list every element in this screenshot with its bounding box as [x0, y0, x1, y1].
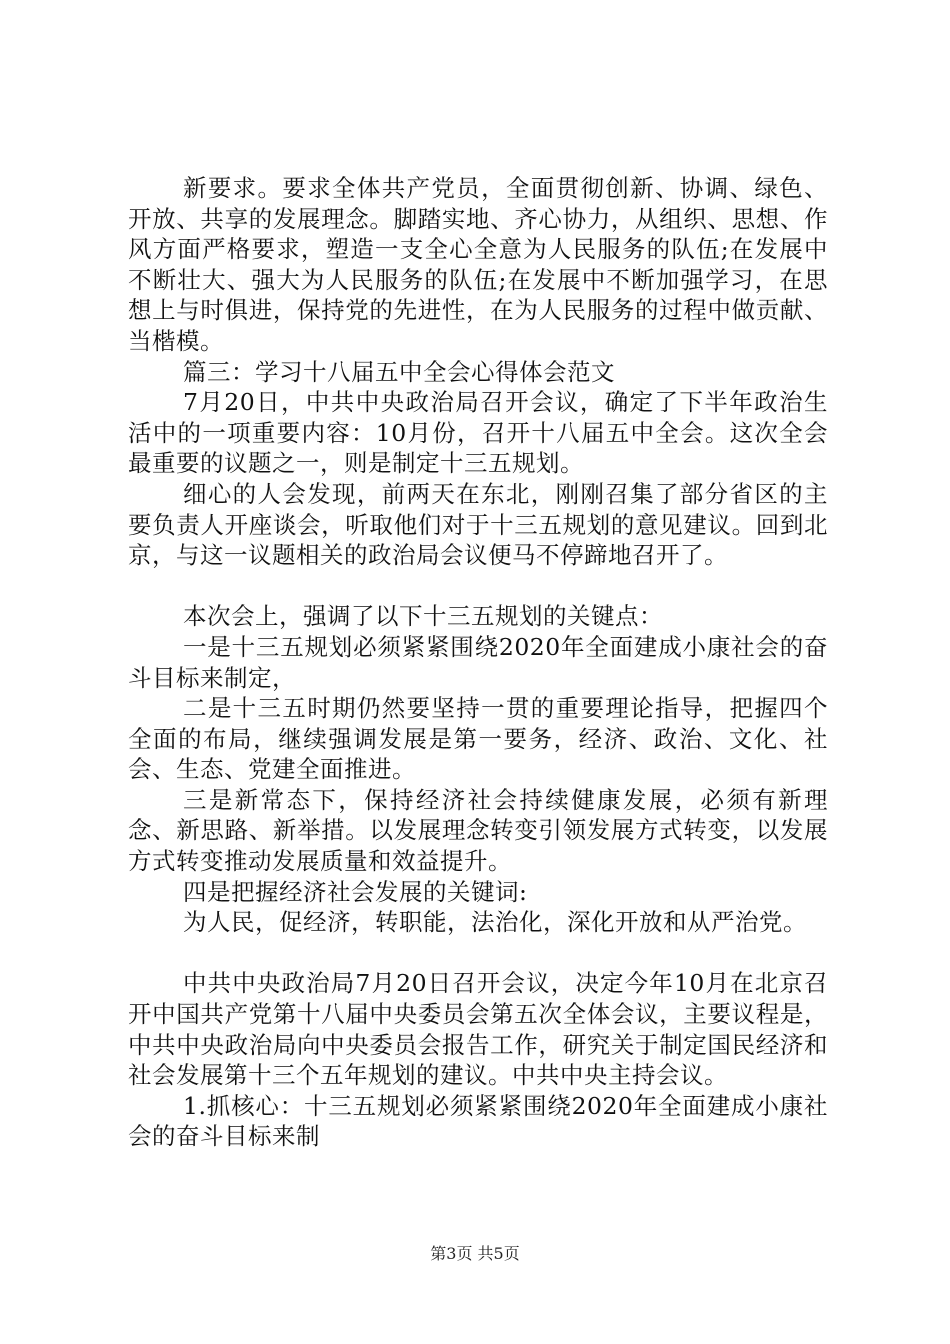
paragraph: 为人民，促经济，转职能，法治化，深化开放和从严治党。	[183, 908, 807, 937]
page-footer: 第3页 共5页	[430, 1244, 520, 1263]
paragraph: 7月20日，中共中央政治局召开会议，确定了下半年政治生活中的一项重要内容：10月份，召开十八届五中全会。这次全会最重要的议题之一，则是制定十三五规划。	[128, 388, 828, 478]
paragraph: 本次会上，强调了以下十三五规划的关键点：	[183, 602, 663, 631]
list-item: 四是把握经济社会发展的关键词:	[183, 877, 528, 906]
blank-line	[128, 938, 828, 969]
blank-line	[128, 571, 828, 602]
paragraph: 中共中央政治局7月20日召开会议，决定今年10月在北京召开中国共产党第十八届中央委员会第五次全体会议，主要议程是，中共中央政治局向中央委员会报告工作，研究关于制定国民经济和社会发展第十三个五年规划的建议。中共中央主持会议。	[128, 969, 828, 1090]
section-heading: 篇三：学习十八届五中全会心得体会范文	[183, 357, 615, 386]
list-item: 二是十三五时期仍然要坚持一贯的重要理论指导，把握四个全面的布局，继续强调发展是第一要务，经济、政治、文化、社会、生态、党建全面推进。	[128, 694, 828, 784]
document-body	[128, 173, 828, 1152]
paragraph: 细心的人会发现，前两天在东北，刚刚召集了部分省区的主要负责人开座谈会，听取他们对于十三五规划的意见建议。回到北京，与这一议题相关的政治局会议便马不停蹄地召开了。	[128, 479, 828, 570]
list-item: 1.抓核心：十三五规划必须紧紧围绕2020年全面建成小康社会的奋斗目标来制	[128, 1091, 828, 1151]
list-item: 一是十三五规划必须紧紧围绕2020年全面建成小康社会的奋斗目标来制定，	[128, 632, 828, 692]
paragraph: 新要求。要求全体共产党员，全面贯彻创新、协调、绿色、开放、共享的发展理念。脚踏实地、齐心协力，从组织、思想、作风方面严格要求，塑造一支全心全意为人民服务的队伍;在发展中不断壮大、强大为人民服务的队伍;在发展中不断加强学习，在思想上与时俱进，保持党的先进性，在为人民服务的过程中做贡献、当楷模。	[128, 174, 828, 355]
list-item: 三是新常态下，保持经济社会持续健康发展，必须有新理念、新思路、新举措。以发展理念转变引领发展方式转变，以发展方式转变推动发展质量和效益提升。	[128, 785, 828, 876]
